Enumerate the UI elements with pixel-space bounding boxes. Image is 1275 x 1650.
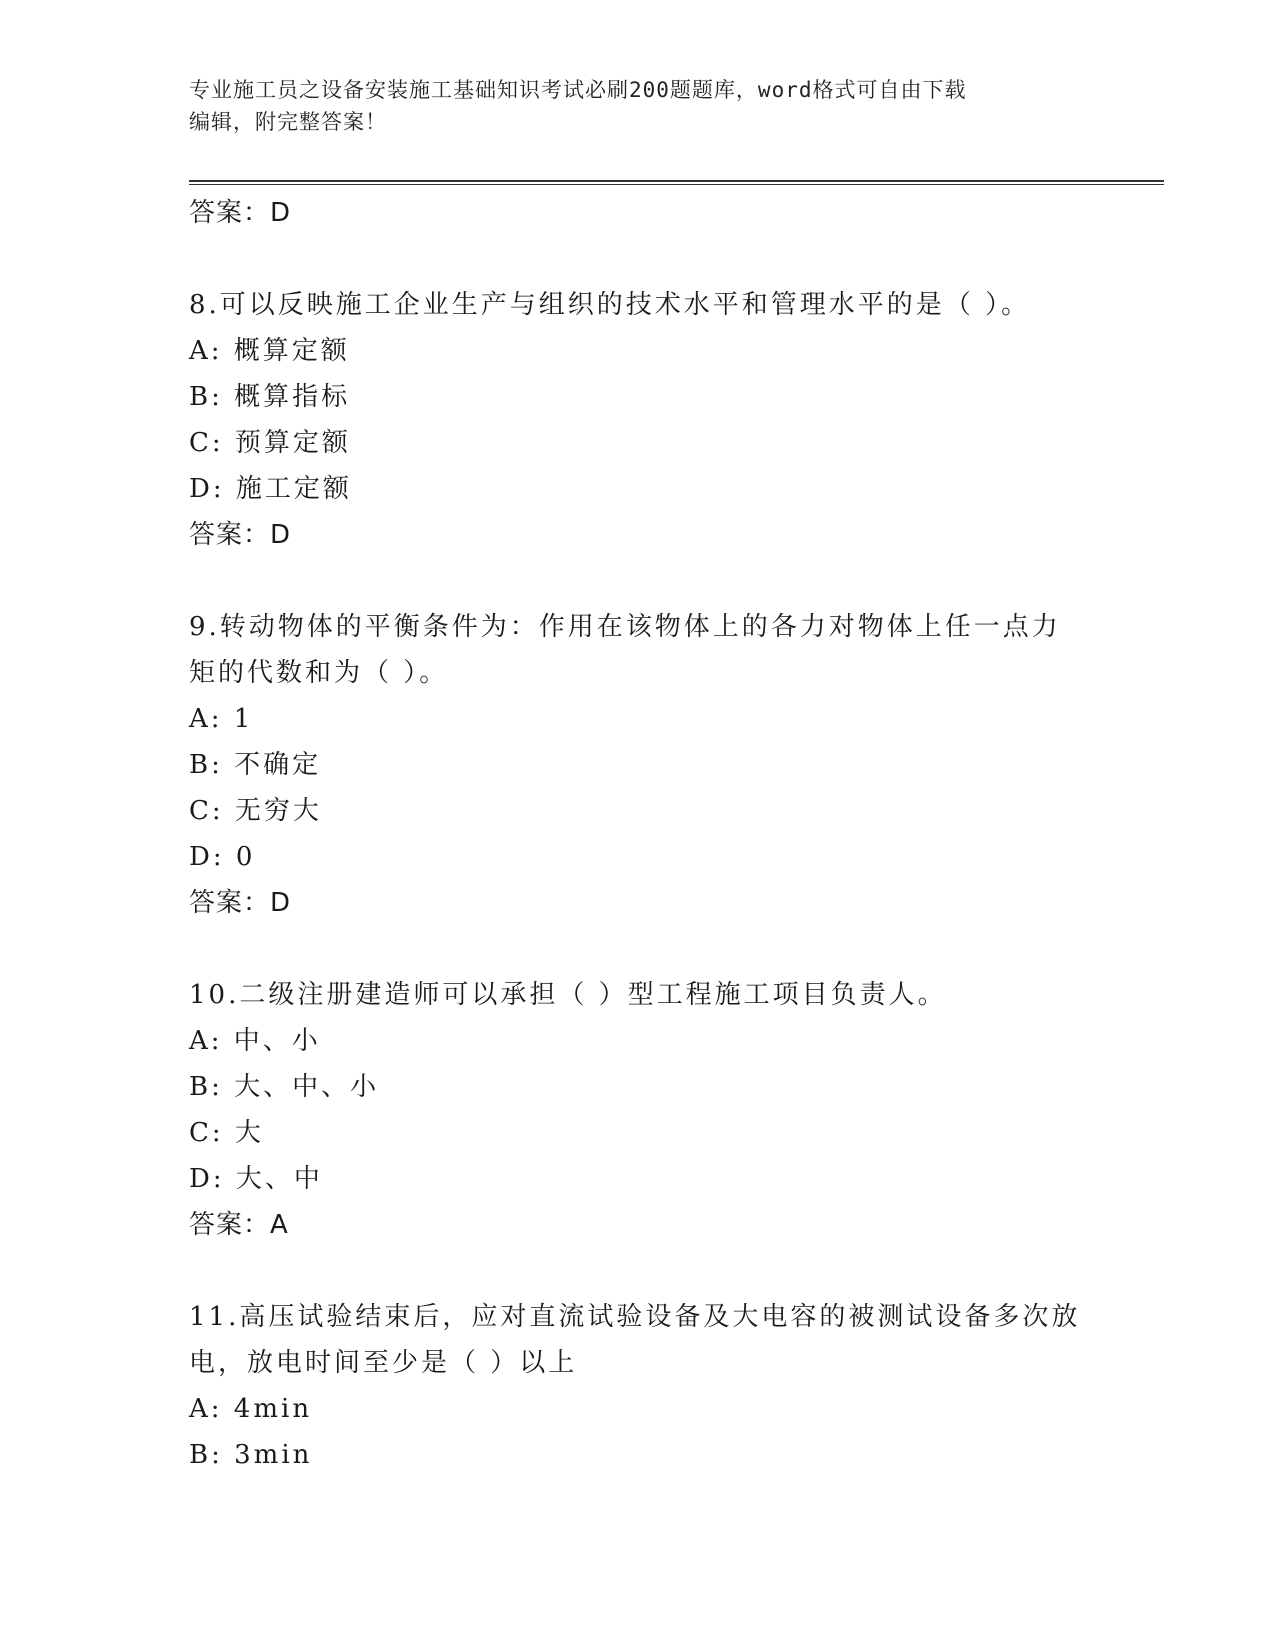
option-d: D: 大、中 — [189, 1164, 323, 1194]
option-b: B: 不确定 — [189, 750, 322, 780]
question-10 — [189, 972, 1089, 1248]
spacer — [189, 1248, 1089, 1294]
option-b: B: 概算指标 — [189, 382, 351, 412]
option-a: A: 概算定额 — [189, 336, 350, 366]
question-stem: 10.二级注册建造师可以承担（ ）型工程施工项目负责人。 — [189, 980, 947, 1010]
question-11 — [189, 1294, 1089, 1478]
option-a: A: 中、小 — [189, 1026, 321, 1056]
question-stem-line-2: 电，放电时间至少是（ ）以上 — [189, 1348, 578, 1378]
answer-previous: 答案：D — [189, 198, 292, 228]
answer: 答案：D — [189, 888, 292, 918]
option-c: C: 预算定额 — [189, 428, 351, 458]
question-stem-line-1: 11.高压试验结束后，应对直流试验设备及大电容的被测试设备多次放 — [189, 1302, 1081, 1332]
question-stem: 8.可以反映施工企业生产与组织的技术水平和管理水平的是（ ）。 — [189, 290, 1031, 320]
header-divider-thin — [189, 184, 1164, 185]
header-line-2: 编辑，附完整答案！ — [189, 110, 387, 134]
spacer — [189, 926, 1089, 972]
question-stem-line-1: 9.转动物体的平衡条件为：作用在该物体上的各力对物体上任一点力 — [189, 612, 1061, 642]
question-8 — [189, 282, 1089, 558]
option-d: D: 施工定额 — [189, 474, 352, 504]
spacer — [189, 558, 1089, 604]
option-d: D: 0 — [189, 842, 256, 872]
option-a: A: 1 — [189, 704, 254, 734]
option-b: B: 大、中、小 — [189, 1072, 380, 1102]
document-header — [189, 74, 1089, 138]
header-line-1: 专业施工员之设备安装施工基础知识考试必刷200题题库，word格式可自由下载 — [189, 78, 967, 102]
spacer — [189, 236, 1089, 282]
option-c: C: 大 — [189, 1118, 264, 1148]
option-a: A: 4min — [189, 1394, 313, 1424]
answer: 答案：D — [189, 520, 292, 550]
question-9 — [189, 604, 1089, 926]
answer: 答案：A — [189, 1210, 289, 1240]
question-list — [189, 190, 1089, 1478]
question-stem-line-2: 矩的代数和为（ ）。 — [189, 658, 449, 688]
header-divider-thick — [189, 180, 1164, 182]
option-c: C: 无穷大 — [189, 796, 322, 826]
option-b: B: 3min — [189, 1440, 313, 1470]
